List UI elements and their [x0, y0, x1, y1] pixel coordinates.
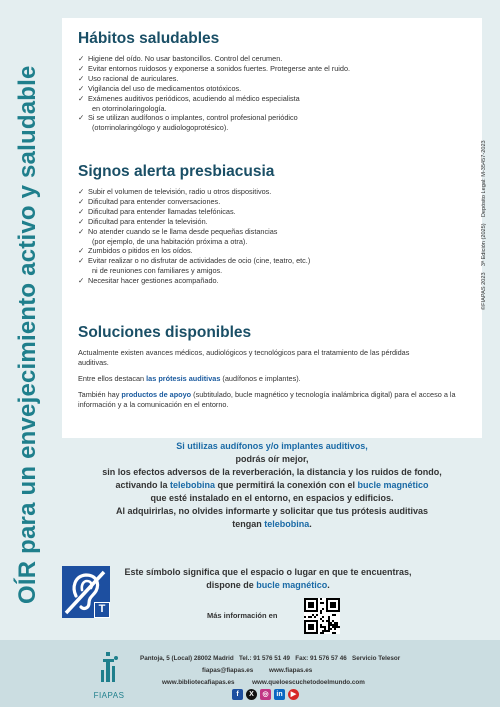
check-item	[78, 217, 408, 227]
check-item-text: Exámenes auditivos periódicos, acudiendo al médico especialista	[88, 93, 300, 103]
band-text: tengan	[232, 519, 265, 529]
check-icon: ✓	[78, 73, 85, 83]
address: Pantoja, 5 (Local) 28002 Madrid	[140, 655, 234, 662]
check-item-text: Evitar entornos ruidosos y exponerse a sonidos fuertes. Protegerse ante el ruido.	[88, 63, 351, 73]
bucle-highlight: bucle magnético	[357, 480, 429, 490]
p2-highlight: las prótesis auditivas	[146, 374, 221, 383]
check-item-text: Necesitar hacer gestiones acompañado.	[88, 276, 219, 286]
check-item-text: ni de reuniones con familiares y amigos.	[92, 266, 223, 276]
campaign-link[interactable]: www.queloescuchetodoelmundo.com	[252, 679, 365, 686]
check-icon: ✓	[78, 206, 85, 216]
qr-code-icon[interactable]	[304, 598, 340, 634]
more-info-label: Más información en	[207, 611, 278, 620]
check-item-text: (otorrinolaringólogo y audiologoprotésico).	[92, 123, 229, 133]
telesor-service: Servicio Telesor	[352, 655, 401, 662]
band-line-6: Al adquirirlas, no olvides informarte y solicitar que tus prótesis auditivas	[115, 506, 429, 516]
check-item	[78, 64, 408, 74]
symbol-line-1: Este símbolo significa que el espacio o lugar en que te encuentras,	[124, 567, 412, 577]
check-item	[78, 207, 408, 217]
soluciones-title: Soluciones disponibles	[78, 324, 252, 341]
p3-highlight: productos de apoyo	[121, 390, 192, 399]
p3-text-end: (subtitulado, bucle magnético y tecnología inalámbrica digital) para el acceso a la información y a la comunicación en el entorno.	[78, 390, 456, 409]
logo-text: FIAPAS	[93, 691, 125, 700]
check-item-text: Dificultad para entender llamadas telefónicas.	[88, 206, 236, 216]
signos-list	[78, 187, 408, 286]
check-item	[78, 54, 408, 64]
check-item-text: No atender cuando se le llama desde pequeñas distancias	[88, 226, 278, 236]
check-item	[78, 197, 408, 207]
check-item	[78, 94, 408, 114]
symbol-row	[62, 566, 482, 640]
section-soluciones	[78, 324, 473, 416]
vertical-title: OÍR para un envejecimiento activo y saludable	[14, 65, 41, 604]
t-label-icon: T	[94, 602, 110, 618]
signos-title: Signos alerta presbiacusia	[78, 163, 275, 180]
check-item	[78, 187, 408, 197]
check-item-text: Evitar realizar o no disfrutar de actividades de ocio (cine, teatro, etc.)	[88, 256, 311, 266]
linkedin-icon[interactable]: in	[274, 689, 285, 700]
check-icon: ✓	[78, 246, 85, 256]
p3-text: También hay	[78, 390, 122, 399]
bucle-highlight: bucle magnético	[256, 580, 328, 590]
contact-row-1	[140, 653, 470, 665]
p2-text-end: (audífonos e implantes).	[220, 374, 301, 383]
biblioteca-link[interactable]: www.bibliotecafiapas.es	[162, 679, 235, 686]
check-icon: ✓	[78, 226, 85, 236]
check-icon: ✓	[78, 113, 85, 123]
telebobina-message	[62, 440, 482, 531]
check-item	[78, 74, 408, 84]
check-item-text: Dificultad para entender la televisión.	[88, 216, 208, 226]
check-item-text: (por ejemplo, de una habitación próxima a otra).	[92, 236, 248, 246]
hearing-loop-ear-icon	[62, 566, 110, 618]
band-text: que permitirá la conexión con el	[214, 480, 358, 490]
fax: Fax: 91 576 57 46	[295, 655, 347, 662]
check-item-text: Zumbidos o pitidos en los oídos.	[88, 246, 193, 256]
telebobina-highlight: telebobina	[264, 519, 310, 529]
contact-info	[140, 653, 470, 689]
symbol-text-part: .	[327, 580, 330, 590]
check-icon: ✓	[78, 276, 85, 286]
check-item-text: Higiene del oído. No usar bastoncillos. Control del cerumen.	[88, 54, 283, 63]
check-item	[78, 84, 408, 94]
website-link[interactable]: www.fiapas.es	[269, 667, 313, 674]
check-item	[78, 113, 408, 133]
social-links	[232, 689, 299, 700]
band-line-7	[62, 518, 482, 531]
soluciones-p3	[78, 390, 473, 410]
soluciones-p2	[78, 374, 473, 384]
check-icon: ✓	[78, 187, 85, 196]
check-item-text: Si se utilizan audífonos o implantes, control profesional periódico	[88, 113, 298, 123]
band-line-1: Si utilizas audífonos y/o implantes auditivos,	[176, 441, 368, 451]
section-habitos	[78, 30, 408, 133]
check-item	[78, 246, 408, 256]
p2-text: Entre ellos destacan	[78, 374, 147, 383]
fiapas-logo-icon	[86, 650, 132, 688]
band-text: activando la	[115, 480, 170, 490]
band-line-3: sin los efectos adversos de la reverberación, la distancia y los ruidos de fondo,	[102, 467, 442, 477]
email-link[interactable]: fiapas@fiapas.es	[202, 667, 254, 674]
contact-row-2	[140, 665, 470, 677]
check-item	[78, 276, 408, 286]
check-icon: ✓	[78, 256, 85, 266]
check-item-text: en otorrinolaringología.	[92, 103, 167, 113]
band-line-2: podrás oír mejor,	[235, 454, 309, 464]
symbol-text	[118, 566, 418, 592]
telebobina-highlight: telebobina	[169, 480, 215, 490]
check-icon: ✓	[78, 54, 85, 63]
check-item-text: Subir el volumen de televisión, radio u otros dispositivos.	[88, 187, 272, 196]
youtube-icon[interactable]: ▶	[288, 689, 299, 700]
fiapas-logo	[86, 650, 132, 700]
check-icon: ✓	[78, 83, 85, 93]
check-item-text: Dificultad para entender conversaciones.	[88, 196, 221, 206]
symbol-line-2	[118, 579, 418, 592]
check-item-text: Vigilancia del uso de medicamentos ototóxicos.	[88, 83, 242, 93]
check-item-text: Uso racional de auriculares.	[88, 73, 179, 83]
soluciones-p1: Actualmente existen avances médicos, audiológicos y tecnológicos para el tratamiento de las pérdidas auditivas.	[78, 348, 410, 367]
band-text: .	[309, 519, 312, 529]
check-item	[78, 227, 408, 247]
symbol-text-part: dispone de	[206, 580, 257, 590]
band-line-4	[62, 479, 482, 492]
habitos-list	[78, 54, 408, 133]
habitos-title: Hábitos saludables	[78, 30, 220, 47]
legal-deposit: Depósito Legal: M-35457-2023	[481, 140, 487, 218]
footer	[0, 640, 500, 707]
band-line-5: que esté instalado en el entorno, en espacios y edificios.	[150, 493, 394, 503]
check-icon: ✓	[78, 196, 85, 206]
section-signos	[78, 163, 408, 286]
check-icon: ✓	[78, 93, 85, 103]
facebook-icon[interactable]: f	[232, 689, 243, 700]
telephone: Tel.: 91 576 51 49	[239, 655, 291, 662]
contact-row-3	[140, 677, 470, 689]
copyright: ©FIAPAS 2023	[481, 272, 487, 310]
side-legal	[481, 10, 487, 310]
instagram-icon[interactable]: ◎	[260, 689, 271, 700]
x-icon[interactable]: X	[246, 689, 257, 700]
check-icon: ✓	[78, 216, 85, 226]
edition: 3ª Edición (2025)	[481, 223, 487, 267]
qr-code-graphic	[304, 598, 340, 634]
check-item	[78, 256, 408, 276]
check-icon: ✓	[78, 63, 85, 73]
